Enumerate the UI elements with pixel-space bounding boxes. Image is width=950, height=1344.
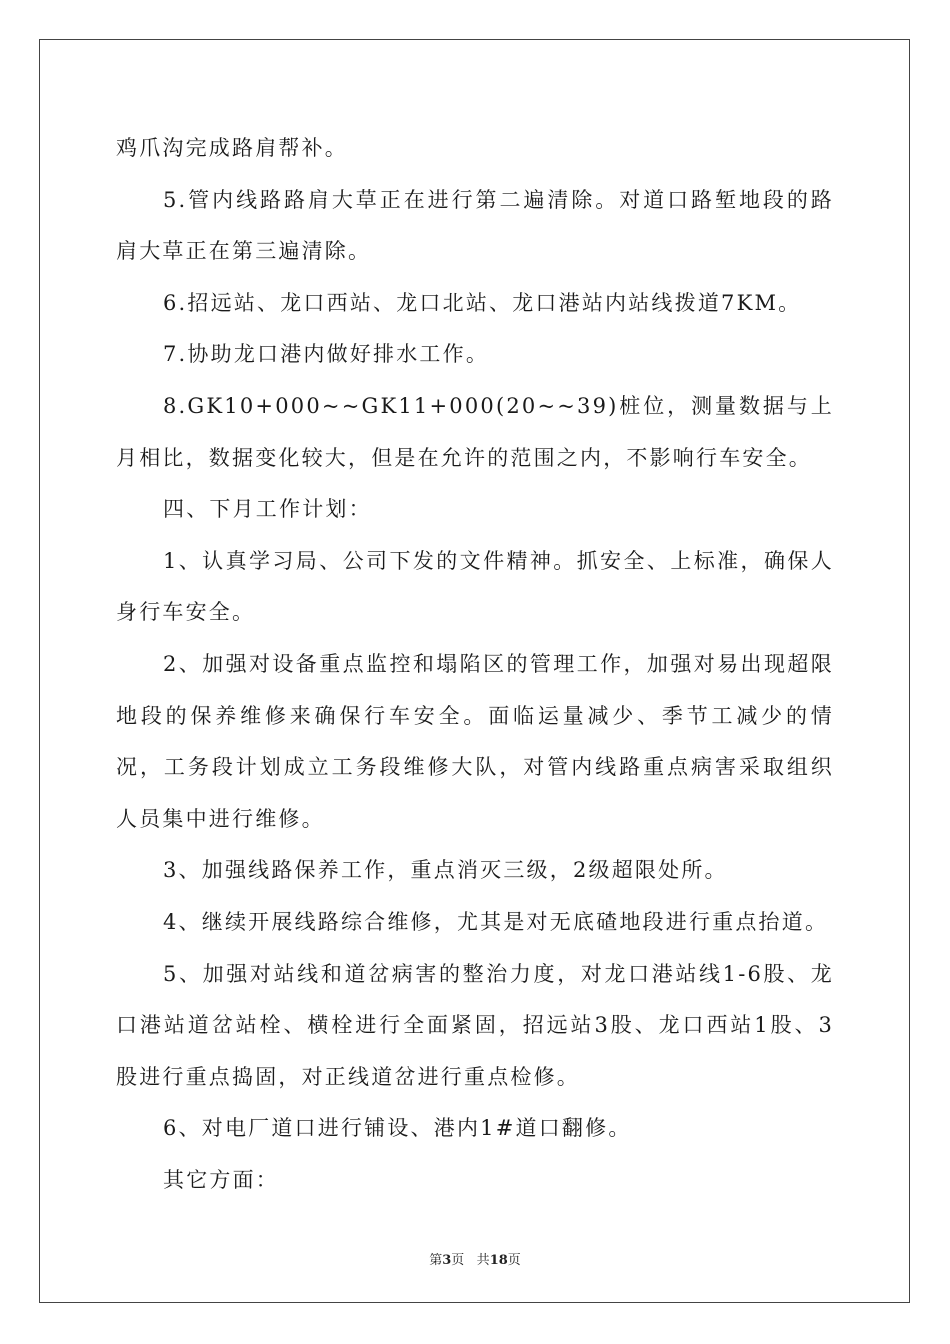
paragraph-1: 5.管内线路路肩大草正在进行第二遍清除。对道口路堑地段的路肩大草正在第三遍清除。 [116, 187, 834, 264]
footer-page-number: 3 [442, 1253, 452, 1268]
paragraph-8: 3、加强线路保养工作，重点消灭三级，2级超限处所。 [163, 858, 728, 883]
paragraph-0: 鸡爪沟完成路肩帮补。 [116, 136, 348, 160]
section-heading: 四、下月工作计划： [163, 497, 372, 522]
paragraph-4: 8.GK10+000~~GK11+000(20~~39)桩位，测量数据与上月相比，数据变化较大，但是在允许的范围之内，不影响行车安全。 [116, 393, 834, 470]
paragraph-9: 4、继续开展线路综合维修，尤其是对无底碴地段进行重点抬道。 [163, 909, 829, 934]
paragraph-6: 1、认真学习局、公司下发的文件精神。抓安全、上标准，确保人身行车安全。 [116, 548, 834, 625]
paragraph-2: 6.招远站、龙口西站、龙口北站、龙口港站内站线拨道7KM。 [163, 290, 802, 315]
footer-total-suffix: 页 [507, 1253, 521, 1268]
footer-page-suffix: 页 [451, 1253, 465, 1268]
page-footer [0, 1249, 950, 1268]
paragraph-11: 6、对电厂道口进行铺设、港内1#道口翻修。 [163, 1116, 632, 1141]
footer-total-pages: 18 [489, 1253, 508, 1268]
paragraph-10: 5、加强对站线和道岔病害的整治力度，对龙口港站线1-6股、龙口港站道岔站栓、横栓进行全面紧固，招远站3股、龙口西站1股、3股进行重点捣固，对正线道岔进行重点检修。 [116, 961, 834, 1089]
paragraph-3: 7.协助龙口港内做好排水工作。 [163, 342, 490, 367]
paragraph-7: 2、加强对设备重点监控和塌陷区的管理工作，加强对易出现超限地段的保养维修来确保行车安全。面临运量减少、季节工减少的情况，工务段计划成立工务段维修大队，对管内线路重点病害采取组织人员集中进行维修。 [116, 651, 834, 831]
footer-page-prefix: 第 [429, 1253, 443, 1268]
document-body [116, 123, 834, 1206]
footer-total-prefix: 共 [476, 1253, 490, 1268]
paragraph-12: 其它方面： [163, 1167, 279, 1192]
